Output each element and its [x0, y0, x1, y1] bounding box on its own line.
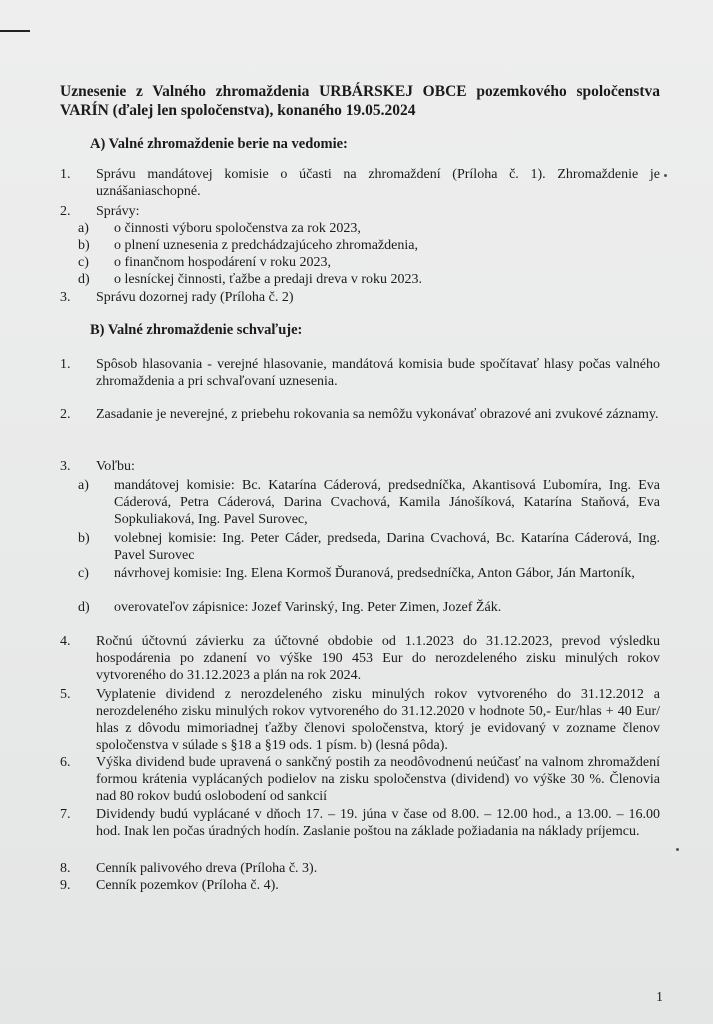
- item-text: Cenník pozemkov (Príloha č. 4).: [96, 878, 279, 893]
- item-text: Výška dividend bude upravená o sankčný postih za neodôvodnenú neúčasť na valnom zhromaždení formou krátenia vyplácaných podielov na zisku spoločenstva (dividend) vo výške 30 %. Členovia nad 80 rokov budú oslobodení od sankcií: [96, 755, 660, 804]
- corner-mark: [0, 30, 30, 32]
- sub-text: mandátovej komisie: Bc. Katarína Cáderová, predsedníčka, Akantisová Ľubomíra, Ing. Eva Cáderová, Petra Cáderová, Darina Cvachová, Kamila Jánošíková, Katarína Staňová, Eva Sopkuliaková, Ing. Pavel Surovec,: [114, 478, 660, 527]
- section-b-heading: B) Valné zhromaždenie schvaľuje:: [90, 322, 303, 338]
- item-number: 1.: [60, 357, 71, 372]
- item-text: Spôsob hlasovania - verejné hlasovanie, mandátová komisia bude spočítavať hlasy počas valného zhromaždenia a pri schvaľovaní uznesenia.: [96, 357, 660, 389]
- item-number: 2.: [60, 407, 71, 422]
- item-number: 5.: [60, 687, 71, 702]
- sub-text: o lesníckej činnosti, ťažbe a predaji dreva v roku 2023.: [114, 272, 423, 287]
- scan-speck: [676, 848, 679, 851]
- sub-letter: a): [78, 478, 89, 493]
- sub-item: [78, 237, 660, 254]
- item-text: Správu dozornej rady (Príloha č. 2): [96, 290, 294, 305]
- scan-speck: [664, 174, 667, 177]
- list-item: [60, 633, 660, 684]
- sub-item: [78, 254, 660, 271]
- list-item: [60, 806, 660, 857]
- sub-item: [78, 220, 660, 237]
- sub-letter: b): [78, 238, 90, 253]
- sub-text: o plnení uznesenia z predchádzajúceho zhromaždenia,: [114, 238, 418, 253]
- item-number: 7.: [60, 807, 71, 822]
- sub-item: [78, 599, 660, 616]
- item-text: Dividendy budú vyplácané v dňoch 17. – 19. júna v čase od 8.00. – 12.00 hod., a 13.00. – 16.00 hod. Inak len počas úradných hodín. Zaslanie poštou na základe požiadania na náklady príjemcu.: [96, 807, 660, 839]
- item-text: Ročnú účtovnú závierku za účtovné obdobie od 1.1.2023 do 31.12.2023, prevod výsledku hospodárenia po zdanení vo výške 190 453 Eur do nerozdeleného zisku minulých rokov vytvoreného do 31.12.2023 a plán na rok 2024.: [96, 634, 660, 683]
- list-item: [60, 406, 660, 440]
- sub-text: návrhovej komisie: Ing. Elena Kormoš Ďuranová, predsedníčka, Anton Gábor, Ján Martoník,: [114, 566, 635, 581]
- sub-letter: a): [78, 221, 89, 236]
- section-a-heading: A) Valné zhromaždenie berie na vedomie:: [90, 136, 348, 152]
- list-item: [60, 203, 660, 220]
- item-text: Vyplatenie dividend z nerozdeleného zisku minulých rokov vytvoreného do 31.12.2012 a nerozdeleného zisku minulých rokov vytvoreného do 31.12.2020 v hodnote 50,- Eur/hlas + 40 Eur/ hlas z dôvodu mimoriadnej ťažby členovi spoločenstva, ktorý je evidovaný v zozname členov spoločenstva v súlade s §18 a §19 ods. 1 písm. b) (lesná pôda).: [96, 687, 660, 753]
- list-item: [60, 877, 660, 894]
- list-item: [60, 166, 660, 200]
- sub-item: [78, 565, 660, 599]
- sub-letter: c): [78, 255, 89, 270]
- sub-letter: d): [78, 272, 90, 287]
- item-text: Správu mandátovej komisie o účasti na zhromaždení (Príloha č. 1). Zhromaždenie je uznášaniaschopné.: [96, 167, 660, 199]
- list-item: [60, 289, 660, 306]
- item-number: 2.: [60, 204, 71, 219]
- item-text: Zasadanie je neverejné, z priebehu rokovania sa nemôžu vykonávať obrazové ani zvukové záznamy.: [96, 407, 659, 422]
- sub-item: [78, 271, 660, 288]
- sub-text: o finančnom hospodárení v roku 2023,: [114, 255, 331, 270]
- sub-letter: d): [78, 600, 90, 615]
- sub-item: [78, 477, 660, 528]
- list-item: [60, 686, 660, 754]
- sub-item: [78, 530, 660, 564]
- item-number: 3.: [60, 459, 71, 474]
- sub-text: overovateľov zápisnice: Jozef Varinský, Ing. Peter Zimen, Jozef Žák.: [114, 600, 502, 615]
- sub-letter: c): [78, 566, 89, 581]
- item-number: 9.: [60, 878, 71, 893]
- item-text: Správy:: [96, 204, 140, 219]
- item-number: 1.: [60, 167, 71, 182]
- page-number: 1: [656, 990, 663, 1005]
- item-number: 6.: [60, 755, 71, 770]
- sub-text: volebnej komisie: Ing. Peter Cáder, predseda, Darina Cvachová, Bc. Katarína Cáderová, Ing. Pavel Surovec: [114, 531, 660, 563]
- list-item: [60, 356, 660, 390]
- item-text: Cenník palivového dreva (Príloha č. 3).: [96, 861, 318, 876]
- item-number: 4.: [60, 634, 71, 649]
- item-text: Voľbu:: [96, 459, 135, 474]
- sub-letter: b): [78, 531, 90, 546]
- item-number: 3.: [60, 290, 71, 305]
- document-title: Uznesenie z Valného zhromaždenia URBÁRSKEJ OBCE pozemkového spoločenstva VARÍN (ďalej len spoločenstva), konaného 19.05.2024: [60, 83, 660, 119]
- sub-text: o činnosti výboru spoločenstva za rok 2023,: [114, 221, 361, 236]
- list-item: [60, 860, 660, 877]
- list-item: [60, 754, 660, 805]
- item-number: 8.: [60, 861, 71, 876]
- list-item: [60, 458, 660, 475]
